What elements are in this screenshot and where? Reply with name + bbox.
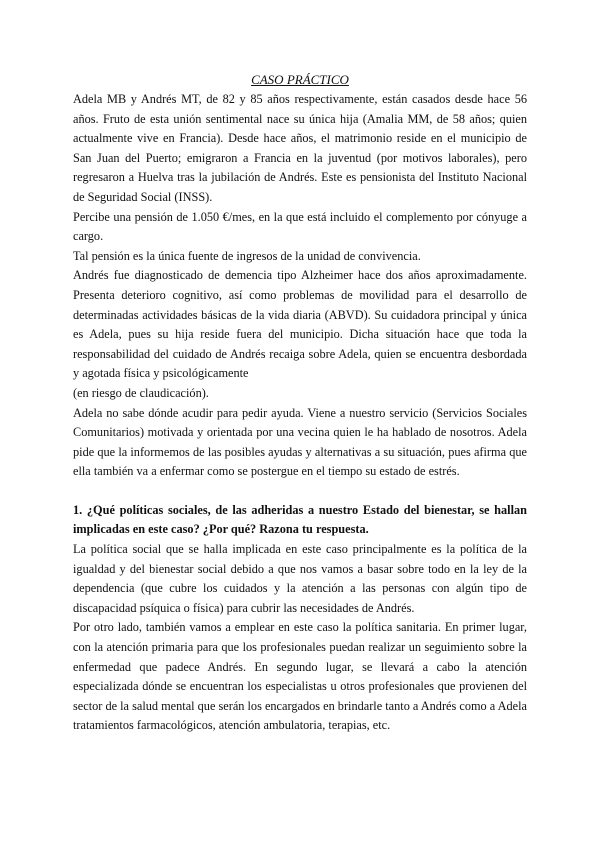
document-page bbox=[73, 72, 527, 736]
section-gap bbox=[73, 482, 527, 501]
case-paragraph-3: Tal pensión es la única fuente de ingresos de la unidad de convivencia. bbox=[73, 248, 421, 263]
case-paragraph-4: Andrés fue diagnosticado de demencia tipo Alzheimer hace dos años aproximadamente. Presenta deterioro cognitivo, así como problemas de movilidad para el desarrollo de determinadas actividades básicas de la vida diaria (ABVD). Su cuidadora principal y única es Adela, pues su hija reside fuera del municipio. Dicha situación hace que toda la responsabilidad del cuidado de Andrés recaiga sobre Adela, quien se encuentra desbordada y agotada física y psicológicamente bbox=[73, 268, 527, 381]
case-paragraph-6: Adela no sabe dónde acudir para pedir ayuda. Viene a nuestro servicio (Servicios Sociales Comunitarios) motivada y orientada por una vecina quien le ha hablado de nosotros. Adela pide que la informemos de las posibles ayudas y alternativas a su situación, pues afirma que ella también va a enfermar como se postergue en el tiempo su estado de estrés. bbox=[73, 405, 527, 479]
case-paragraph-2: Percibe una pensión de 1.050 €/mes, en la que está incluido el complemento por cónyuge a cargo. bbox=[73, 209, 527, 244]
document-title: CASO PRÁCTICO bbox=[251, 72, 349, 87]
answer-1-paragraph-2: Por otro lado, también vamos a emplear en este caso la política sanitaria. En primer lugar, con la atención primaria para que los profesionales puedan realizar un seguimiento sobre la enfermedad que padece Andrés. En segundo lugar, se llevará a cabo la atención especializada dónde se encuentran los especialistas u otros profesionales que provienen del sector de la salud mental que serán los encargados en brindarle tanto a Andrés como a Adela tratamientos farmacológicos, atención ambulatoria, terapias, etc. bbox=[73, 620, 527, 733]
case-paragraph-1: Adela MB y Andrés MT, de 82 y 85 años respectivamente, están casados desde hace 56 años. Fruto de esta unión sentimental nace su única hija (Amalia MM, de 58 años; quien actualmente vive en Francia). Desde hace años, el matrimonio reside en el municipio de San Juan del Puerto; emigraron a Francia en la juventud (por motivos laborales), pero regresaron a Huelva tras la jubilación de Andrés. Este es pensionista del Instituto Nacional de Seguridad Social (INSS). bbox=[73, 92, 527, 204]
case-paragraph-5: (en riesgo de claudicación). bbox=[73, 385, 209, 400]
question-1-heading: 1. ¿Qué políticas sociales, de las adheridas a nuestro Estado del bienestar, se hallan implicadas en este caso? ¿Por qué? Razona tu respuesta. bbox=[73, 502, 527, 537]
answer-1-paragraph-1: La política social que se halla implicada en este caso principalmente es la política de la igualdad y del bienestar social debido a que nos vamos a basar sobre todo en la ley de la dependencia (que cubre los cuidados y la atención a las personas con algún tipo de discapacidad psíquica o física) para cubrir las necesidades de Andrés. bbox=[73, 542, 527, 615]
